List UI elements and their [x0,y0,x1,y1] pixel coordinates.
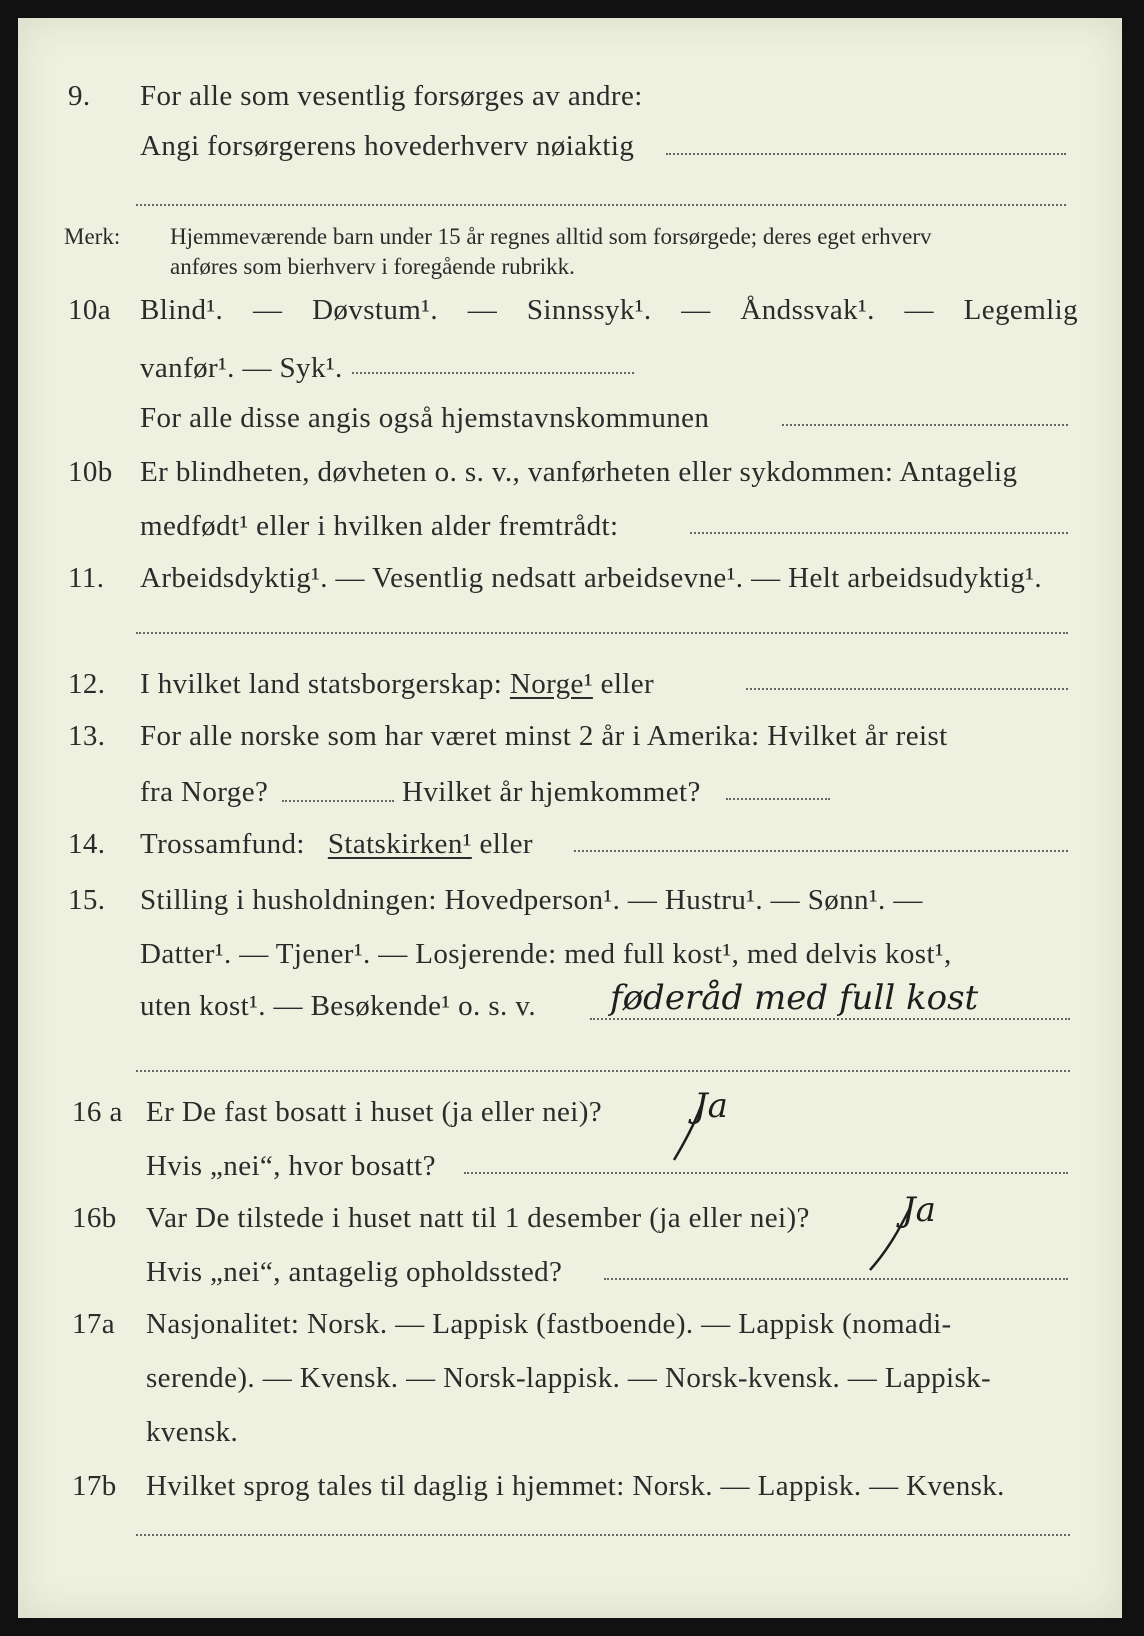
q11-answer-line[interactable] [136,632,1068,634]
q13-text: For alle norske som har været minst 2 år i Amerika: Hvilket år reist [140,720,948,752]
q9-row [18,80,1122,120]
q10a-dash-4: — [904,294,934,326]
q10a-options [140,294,1078,327]
q9-text: For alle som vesentlig forsørges av andre: [140,80,643,112]
q9-occupation-label: Angi forsørgerens hovederhverv nøiaktig [140,130,635,162]
q9-answer-line[interactable] [666,153,1066,155]
q16a-row [18,1096,1122,1136]
q13-row-2 [18,776,1122,816]
q10b-text: Er blindheten, døvheten o. s. v., vanførheten eller sykdommen: Antagelig [140,456,1018,488]
q10a-dash-3: — [681,294,711,326]
q13-reist-label: fra Norge? [140,776,269,808]
q16b-text: Var De tilstede i huset natt til 1 desember (ja eller nei)? [146,1202,810,1234]
q13-number: 13. [68,720,106,752]
q13-reist-line[interactable] [282,800,394,802]
q9-number: 9. [68,80,91,112]
q14-statskirken-underlined: Statskirken¹ [327,828,472,860]
q11-text: Arbeidsdyktig¹. — Vesentlig nedsatt arbeidsevne¹. — Helt arbeidsudyktig¹. [140,562,1043,594]
q17a-text-1: Nasjonalitet: Norsk. — Lappisk (fastboende). — Lappisk (nomadi- [146,1308,952,1340]
q10a-row [18,294,1122,334]
q14-answer-line[interactable] [574,850,1068,852]
q10a-syk-line[interactable] [352,372,634,374]
q10a-row-3 [18,402,1122,442]
q12-prefix: I hvilket land statsborgerskap: [140,668,503,700]
q15-answer-line-2[interactable] [136,1070,1070,1072]
q16b-opholdssted-label: Hvis „nei“, antagelig opholdssted? [146,1256,563,1288]
q15-row-2 [18,938,1122,978]
q17a-number: 17a [72,1308,116,1340]
q11-number: 11. [68,562,105,594]
q10b-row [18,456,1122,496]
census-form-page [18,18,1122,1618]
q17b-answer-line[interactable] [136,1534,1070,1536]
q9-answer-line-2[interactable] [136,204,1066,206]
q17a-text-2: serende). — Kvensk. — Norsk-lappisk. — Norsk-kvensk. — Lappisk- [146,1362,992,1394]
q16a-bosatt-line[interactable] [464,1172,1068,1174]
q17a-row [18,1308,1122,1348]
q16a-handwritten-answer: Ja [694,1086,728,1126]
q17a-row-3 [18,1416,1122,1456]
q17b-number: 17b [72,1470,117,1502]
q15-text-1: Stilling i husholdningen: Hovedperson¹. — Hustru¹. — Sønn¹. — [140,884,923,916]
q15-row [18,884,1122,924]
q14-text [140,828,533,861]
merk-text-1: Hjemmeværende barn under 15 år regnes alltid som forsørgede; deres eget erhverv [170,224,932,249]
q10a-hjemstavn-line[interactable] [782,424,1068,426]
q10b-answer-line[interactable] [690,532,1068,534]
q14-row [18,828,1122,868]
q10a-dash-2: — [467,294,498,326]
q13-row [18,720,1122,760]
q17b-row [18,1470,1122,1510]
q16a-bosatt-label: Hvis „nei“, hvor bosatt? [146,1150,436,1182]
q17b-text: Hvilket sprog tales til daglig i hjemmet: Norsk. — Lappisk. — Kvensk. [146,1470,1005,1502]
q10a-number: 10a [68,294,112,326]
q14-suffix: eller [479,828,533,860]
q10a-dash-1: — [252,294,283,326]
q16b-row [18,1202,1122,1242]
q16a-text: Er De fast bosatt i huset (ja eller nei)? [146,1096,603,1128]
q16b-handwritten-answer: Ja [902,1190,936,1230]
q10a-opt-sinnssyk: Sinnssyk¹. [526,294,652,326]
q16b-number: 16b [72,1202,117,1234]
q16b-opholdssted-line[interactable] [604,1278,1068,1280]
q17a-text-3: kvensk. [146,1416,239,1448]
q12-text [140,668,654,701]
q10a-vanfor-syk: vanfør¹. — Syk¹. [140,352,343,384]
q10b-alder-label: medfødt¹ eller i hvilken alder fremtrådt: [140,510,619,542]
q17a-row-2 [18,1362,1122,1402]
q15-text-3: uten kost¹. — Besøkende¹ o. s. v. [140,990,537,1022]
q15-handwritten-answer: føderåd med full kost [610,978,979,1018]
q15-text-2: Datter¹. — Tjener¹. — Losjerende: med full kost¹, med delvis kost¹, [140,938,952,970]
q10b-number: 10b [68,456,113,488]
q15-number: 15. [68,884,106,916]
q13-hjemkommet-line[interactable] [726,798,830,800]
q9-row-2 [18,130,1122,170]
q10a-opt-blind: Blind¹. [140,294,224,326]
q12-norge-underlined: Norge¹ [509,668,593,700]
q13-hjemkommet-label: Hvilket år hjemkommet? [402,776,701,808]
q10b-row-2 [18,510,1122,550]
q12-suffix: eller [600,668,655,700]
q10a-opt-legemlig: Legemlig [963,294,1078,326]
q12-number: 12. [68,668,106,700]
q15-answer-line[interactable] [590,1018,1070,1020]
q11-row [18,562,1122,602]
q10a-hjemstavn-label: For alle disse angis også hjemstavnskommunen [140,402,710,434]
q16b-row-2 [18,1256,1122,1296]
q14-number: 14. [68,828,106,860]
merk-label: Merk: [64,224,121,249]
q16a-number: 16 a [72,1096,123,1128]
q10a-opt-dovstum: Døvstum¹. [312,294,438,326]
q10a-opt-andssvak: Åndssvak¹. [740,294,875,326]
q14-prefix: Trossamfund: [140,828,305,860]
q12-answer-line[interactable] [746,688,1068,690]
merk-text-2: anføres som bierhverv i foregående rubrikk. [170,254,575,279]
q16a-row-2 [18,1150,1122,1190]
